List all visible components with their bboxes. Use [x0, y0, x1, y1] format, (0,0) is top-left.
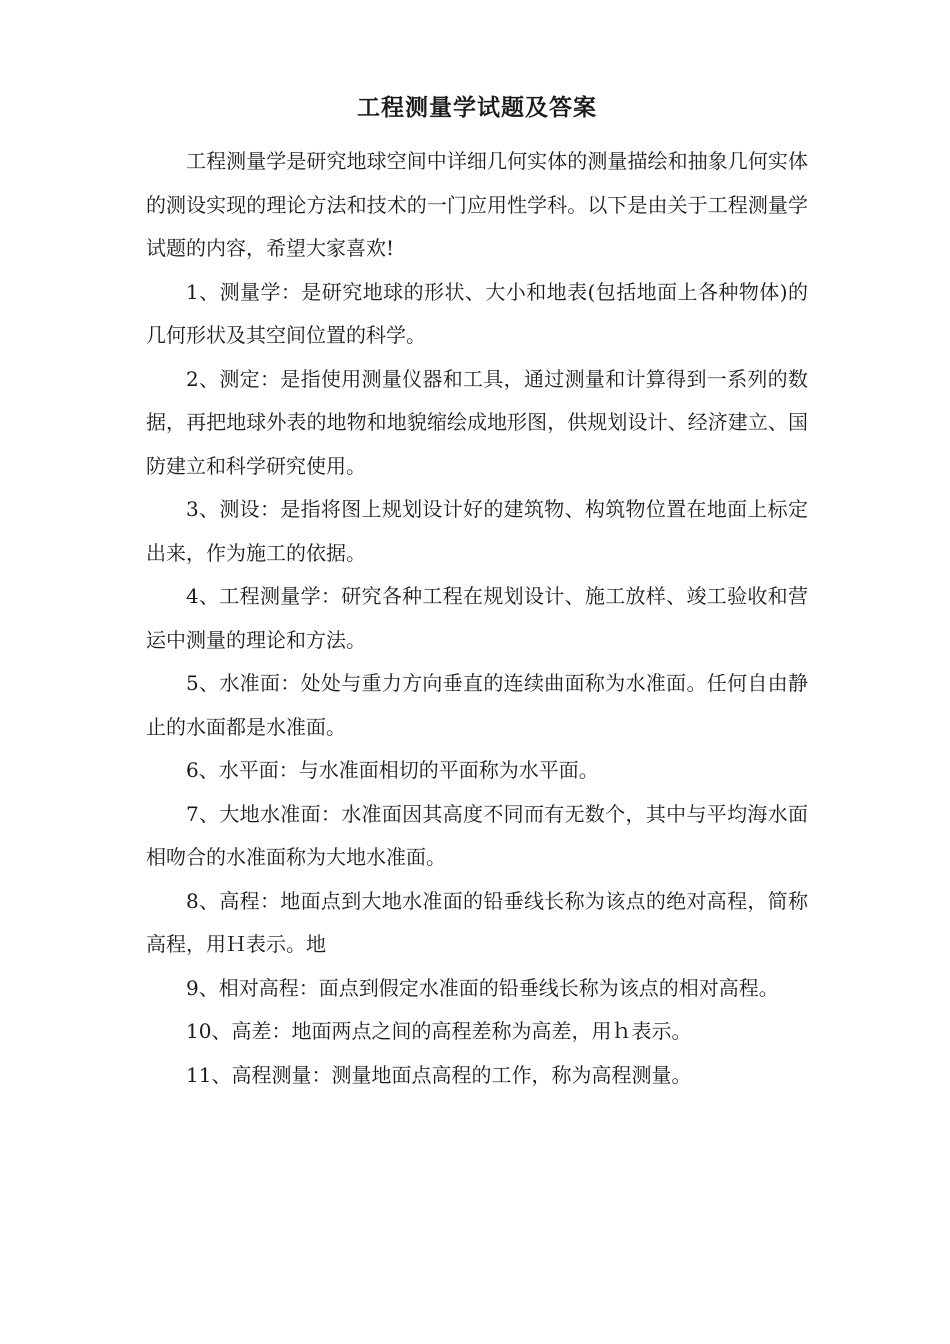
- definition-item-1: 1、测量学：是研究地球的形状、大小和地表(包括地面上各种物体)的几何形状及其空间位置的科学。: [146, 279, 808, 347]
- definition-item-3: 3、测设：是指将图上规划设计好的建筑物、构筑物位置在地面上标定出来，作为施工的依据。: [146, 497, 808, 565]
- definition-item-9: 9、相对高程：面点到假定水准面的铅垂线长称为该点的相对高程。: [186, 975, 779, 1000]
- intro-paragraph: 工程测量学是研究地球空间中详细几何实体的测量描绘和抽象几何实体的测设实现的理论方法和技术的一门应用性学科。以下是由关于工程测量学试题的内容，希望大家喜欢!: [146, 149, 808, 260]
- definition-item-7: 7、大地水准面：水准面因其高度不同而有无数个，其中与平均海水面相吻合的水准面称为大地水准面。: [146, 801, 808, 869]
- definition-item-6: 6、水平面：与水准面相切的平面称为水平面。: [186, 758, 599, 782]
- definition-item-5: 5、水准面：处处与重力方向垂直的连续曲面称为水准面。任何自由静止的水面都是水准面。: [146, 671, 808, 739]
- definition-item-4: 4、工程测量学：研究各种工程在规划设计、施工放样、竣工验收和营运中测量的理论和方法。: [146, 584, 808, 652]
- document-page: [146, 88, 808, 1097]
- definition-item-11: 11、高程测量：测量地面点高程的工作，称为高程测量。: [186, 1062, 692, 1087]
- definition-item-10: 10、高差：地面两点之间的高程差称为高差，用ｈ表示。: [186, 1019, 692, 1043]
- definition-item-2: 2、测定：是指使用测量仪器和工具，通过测量和计算得到一系列的数据，再把地球外表的地物和地貌缩绘成地形图，供规划设计、经济建立、国防建立和科学研究使用。: [146, 366, 808, 478]
- definition-item-8: 8、高程：地面点到大地水准面的铅垂线长称为该点的绝对高程，简称高程，用Ｈ表示。地: [146, 888, 808, 956]
- document-title: 工程测量学试题及答案: [357, 94, 597, 121]
